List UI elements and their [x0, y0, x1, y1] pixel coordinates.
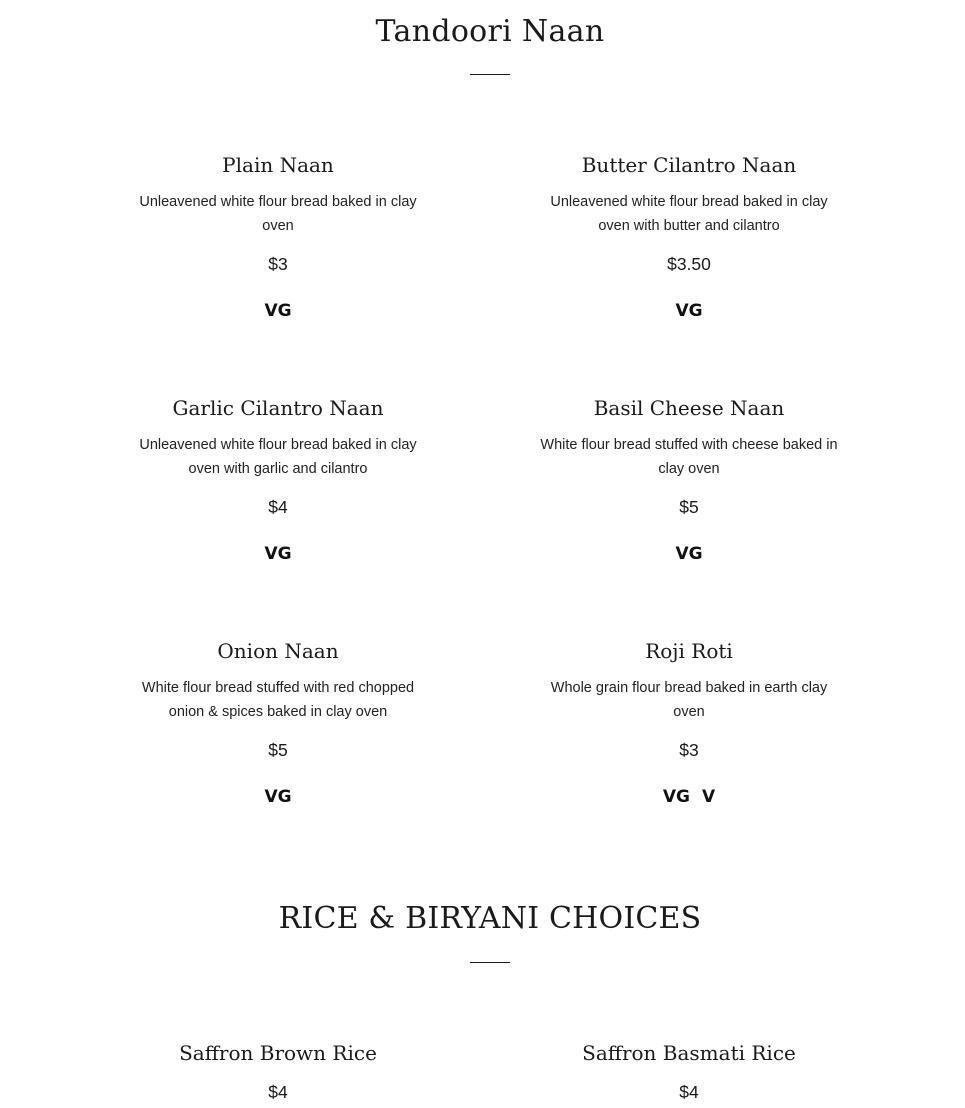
- item-name: Roji Roti: [645, 639, 733, 663]
- vegetarian-badge: VG: [264, 544, 292, 564]
- item-price: $5: [268, 740, 288, 760]
- vegetarian-badge: VG: [264, 301, 292, 321]
- item-price: $3.50: [667, 254, 711, 274]
- item-description: Unleavened white flour bread baked in clay oven with butter and cilantro: [550, 194, 828, 234]
- dietary-tags: [539, 299, 839, 323]
- item-name: Onion Naan: [217, 639, 339, 663]
- item-description: White flour bread stuffed with red chopped onion & spices baked in clay oven: [141, 680, 415, 720]
- item-name: Butter Cilantro Naan: [581, 153, 797, 177]
- vegan-badge: V: [701, 787, 716, 807]
- vegetarian-badge: VG: [675, 544, 703, 564]
- vegetarian-badge: VG: [662, 787, 690, 807]
- item-description: Whole grain flour bread baked in earth clay oven: [550, 680, 828, 720]
- section-title-tandoori-naan: Tandoori Naan: [375, 14, 605, 49]
- item-description: Unleavened white flour bread baked in clay oven: [139, 194, 417, 234]
- item-name: Plain Naan: [222, 153, 334, 177]
- dietary-tags: [128, 785, 428, 809]
- item-price: $5: [679, 497, 699, 517]
- item-name: Garlic Cilantro Naan: [172, 396, 384, 420]
- menu-item-onion-naan: [128, 638, 428, 809]
- menu-item-basil-cheese-naan: [539, 395, 839, 566]
- menu-item-roji-roti: [539, 638, 839, 809]
- item-price: $3: [679, 740, 699, 760]
- section-divider: [470, 962, 510, 963]
- item-price: $4: [679, 1082, 699, 1102]
- dietary-tags: [128, 542, 428, 566]
- section-title-rice-biryani: RICE & BIRYANI CHOICES: [278, 901, 702, 936]
- dietary-tags: [539, 542, 839, 566]
- item-price: $4: [268, 497, 288, 517]
- item-name: Saffron Basmati Rice: [582, 1041, 796, 1065]
- item-description: White flour bread stuffed with cheese baked in clay oven: [540, 437, 838, 477]
- section-divider: [470, 74, 510, 75]
- item-description: Unleavened white flour bread baked in clay oven with garlic and cilantro: [139, 437, 417, 477]
- menu-item-saffron-brown-rice: [128, 1040, 428, 1104]
- vegetarian-badge: VG: [264, 787, 292, 807]
- dietary-tags: [539, 785, 839, 809]
- item-name: Basil Cheese Naan: [593, 396, 785, 420]
- item-price: $3: [268, 254, 288, 274]
- menu-item-garlic-cilantro-naan: [128, 395, 428, 566]
- menu-item-saffron-basmati-rice: [539, 1040, 839, 1104]
- item-name: Saffron Brown Rice: [179, 1041, 377, 1065]
- menu-item-plain-naan: [128, 152, 428, 323]
- item-price: $4: [268, 1082, 288, 1102]
- vegetarian-badge: VG: [675, 301, 703, 321]
- dietary-tags: [128, 299, 428, 323]
- menu-item-butter-cilantro-naan: [539, 152, 839, 323]
